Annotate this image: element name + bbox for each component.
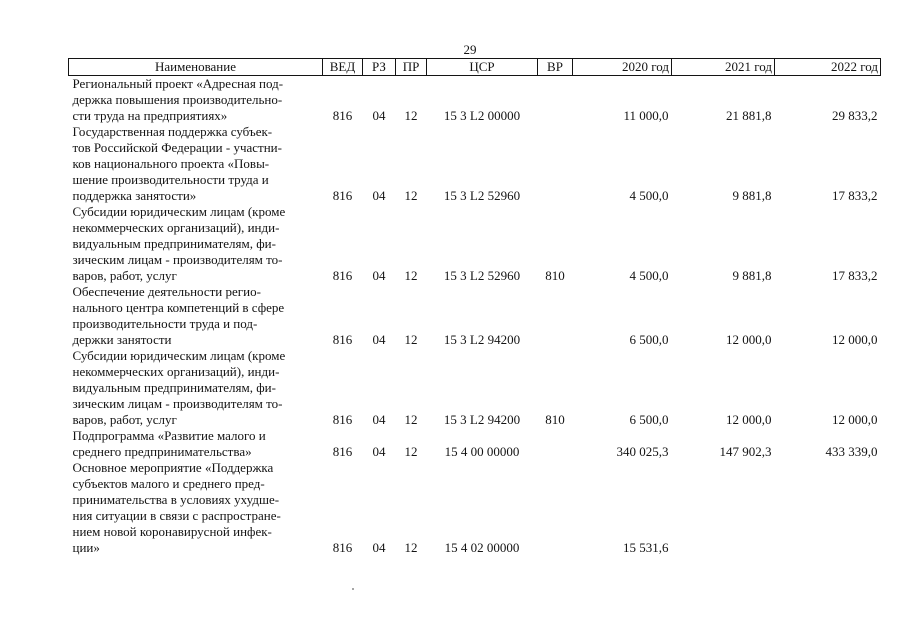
row-vr: [538, 460, 573, 556]
row-name: [69, 428, 323, 460]
header-2022: 2022 год: [775, 59, 881, 76]
row-amount-2020: 4 500,0: [629, 188, 669, 203]
row-name: [69, 348, 323, 428]
row-ved: 816: [332, 444, 353, 459]
row-ved: 816: [332, 412, 353, 427]
row-amount-2020: 4 500,0: [629, 268, 669, 283]
row-name-line: тов Российской Федерации - участни-: [72, 140, 282, 155]
row-name-line: Подпрограмма «Развитие малого и: [72, 428, 266, 443]
row-csr: 15 3 L2 52960: [443, 188, 521, 203]
row-name-line: зическим лицам - производителям то-: [72, 396, 283, 411]
table-row: [69, 428, 881, 460]
row-name: [69, 460, 323, 556]
row-name: [69, 284, 323, 348]
row-name-line: держка повышения производительно-: [72, 92, 283, 107]
table-row: [69, 124, 881, 204]
row-vr: 810: [545, 412, 565, 427]
row-rz: 04: [372, 108, 386, 123]
row-name-line: зическим лицам - производителям то-: [72, 252, 283, 267]
row-amount-2021: [672, 460, 775, 556]
row-name-line: шение производительности труда и: [72, 172, 269, 187]
row-csr: 15 4 02 00000: [444, 540, 520, 555]
row-name-line: Государственная поддержка субъек-: [72, 124, 273, 139]
row-name-line: Основное мероприятие «Поддержка: [72, 460, 274, 475]
row-amount-2021: 147 902,3: [719, 444, 772, 459]
table-header-row: [69, 59, 881, 76]
header-vr: ВР: [538, 59, 573, 76]
row-ved: 816: [332, 108, 353, 123]
row-name-line: Региональный проект «Адресная под-: [72, 76, 284, 91]
row-csr: 15 4 00 00000: [444, 444, 520, 459]
row-name: [69, 76, 323, 125]
row-name-line: принимательства в условиях ухудше-: [72, 492, 280, 507]
row-csr: 15 3 L2 52960: [443, 268, 521, 283]
budget-table: [68, 58, 881, 556]
row-name-line: поддержка занятости»: [72, 188, 197, 203]
row-name-line: держки занятости: [72, 332, 172, 347]
row-pr: 12: [404, 108, 418, 123]
row-amount-2022: [775, 460, 881, 556]
table-row: [69, 348, 881, 428]
table-row: [69, 460, 881, 556]
header-2021: 2021 год: [672, 59, 775, 76]
row-amount-2022: 17 833,2: [832, 188, 878, 203]
row-vr: [538, 284, 573, 348]
row-name-line: среднего предпринимательства»: [72, 444, 252, 459]
row-name-line: ции»: [72, 540, 100, 555]
header-pr: ПР: [396, 59, 427, 76]
row-name: [69, 124, 323, 204]
row-amount-2020: 340 025,3: [616, 444, 669, 459]
header-name: Наименование: [69, 59, 323, 76]
row-rz: 04: [372, 412, 386, 427]
row-rz: 04: [372, 188, 386, 203]
row-name-line: Субсидии юридическим лицам (кроме: [72, 348, 286, 363]
row-name-line: Обеспечение деятельности регио-: [72, 284, 261, 299]
row-name-line: Субсидии юридическим лицам (кроме: [72, 204, 286, 219]
row-name: [69, 204, 323, 284]
row-name-line: варов, работ, услуг: [72, 412, 177, 427]
row-amount-2022: 12 000,0: [832, 332, 878, 347]
page-number: 29: [463, 42, 477, 57]
row-name-line: видуальным предпринимателям, фи-: [72, 380, 276, 395]
row-csr: 15 3 L2 94200: [443, 332, 521, 347]
row-name-line: нием новой коронавирусной инфек-: [72, 524, 272, 539]
table-body: [69, 76, 881, 557]
row-pr: 12: [404, 268, 418, 283]
row-rz: 04: [372, 268, 386, 283]
row-amount-2022: 29 833,2: [832, 108, 878, 123]
scan-artifact: [352, 588, 354, 590]
row-name-line: производительности труда и под-: [72, 316, 258, 331]
header-2020: 2020 год: [573, 59, 672, 76]
table-row: [69, 204, 881, 284]
row-amount-2022: 12 000,0: [832, 412, 878, 427]
row-amount-2020: 6 500,0: [629, 412, 669, 427]
row-ved: 816: [332, 332, 353, 347]
row-name-line: ния ситуации в связи с распростране-: [72, 508, 281, 523]
row-amount-2022: 433 339,0: [825, 444, 878, 459]
header-rz: РЗ: [363, 59, 396, 76]
row-name-line: субъектов малого и среднего пред-: [72, 476, 265, 491]
row-vr: [538, 76, 573, 125]
row-csr: 15 3 L2 94200: [443, 412, 521, 427]
row-pr: 12: [404, 332, 418, 347]
row-name-line: ков национального проекта «Повы-: [72, 156, 270, 171]
row-pr: 12: [404, 444, 418, 459]
row-amount-2020: 11 000,0: [623, 108, 669, 123]
row-vr: 810: [545, 268, 565, 283]
row-rz: 04: [372, 444, 386, 459]
row-rz: 04: [372, 540, 386, 555]
row-amount-2021: 9 881,8: [732, 268, 772, 283]
row-pr: 12: [404, 412, 418, 427]
row-ved: 816: [332, 268, 353, 283]
row-csr: 15 3 L2 00000: [443, 108, 521, 123]
row-pr: 12: [404, 188, 418, 203]
row-name-line: варов, работ, услуг: [72, 268, 177, 283]
row-vr: [538, 428, 573, 460]
row-name-line: некоммерческих организаций), инди-: [72, 220, 280, 235]
row-amount-2022: 17 833,2: [832, 268, 878, 283]
row-amount-2021: 21 881,8: [726, 108, 772, 123]
table-row: [69, 76, 881, 125]
header-csr: ЦСР: [427, 59, 538, 76]
row-name-line: сти труда на предприятиях»: [72, 108, 228, 123]
table-row: [69, 284, 881, 348]
row-amount-2021: 12 000,0: [726, 412, 772, 427]
row-ved: 816: [332, 540, 353, 555]
row-vr: [538, 124, 573, 204]
row-ved: 816: [332, 188, 353, 203]
row-amount-2020: 15 531,6: [623, 540, 669, 555]
row-pr: 12: [404, 540, 418, 555]
row-name-line: нального центра компетенций в сфере: [72, 300, 285, 315]
row-name-line: некоммерческих организаций), инди-: [72, 364, 280, 379]
header-ved: ВЕД: [323, 59, 363, 76]
row-amount-2020: 6 500,0: [629, 332, 669, 347]
row-name-line: видуальным предпринимателям, фи-: [72, 236, 276, 251]
row-rz: 04: [372, 332, 386, 347]
row-amount-2021: 12 000,0: [726, 332, 772, 347]
row-amount-2021: 9 881,8: [732, 188, 772, 203]
